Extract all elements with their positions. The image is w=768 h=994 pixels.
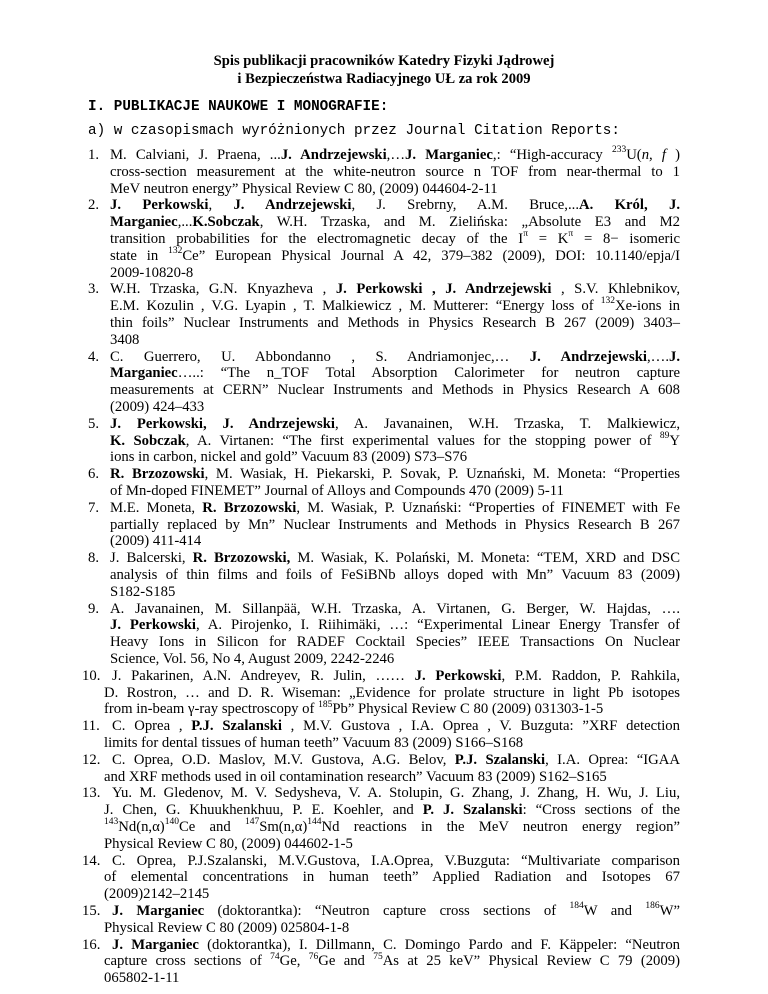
entry-line: of Mn-doped FINEMET” Journal of Alloys and Compounds 470 (2009) 5-11 [110, 482, 564, 499]
entry-number: 15. [82, 903, 101, 919]
entry-number: 2. [88, 197, 100, 214]
entry-line: W.H. Trzaska, G.N. Knyazheva , J. Perkowski , J. Andrzejewski , S.V. Khlebnikov, [110, 281, 681, 298]
publication-entry [88, 281, 680, 348]
entry-line: S182-S185 [110, 583, 176, 600]
entry-number: 16. [82, 936, 101, 953]
entry-number: 11. [82, 718, 100, 735]
entry-line: J. Pakarinen, A.N. Andreyev, R. Julin, …… J. Perkowski, P.M. Raddon, P. Rahkila, [112, 667, 681, 684]
entry-line: transition probabilities for the electromagnetic decay of the $I^\pi = K^\pi = 8-$ isomeric [110, 229, 680, 247]
entry-line: and XRF methods used in oil contamination research” Vacuum 83 (2009) S162–S165 [104, 768, 607, 785]
entry-number: 10. [82, 667, 101, 684]
entry-number: 13. [82, 785, 101, 802]
entry-line: C. Oprea , P.J. Szalanski , M.V. Gustova , I.A. Oprea , V. Buzguta: ”XRF detection [112, 718, 680, 735]
entry-line: MeV neutron energy” Physical Review C 80, (2009) 044604-2-11 [110, 180, 498, 197]
publication-entry [88, 197, 680, 281]
entry-line: state in $^{132}$Ce” European Physical Journal A 42, 379–382 (2009), DOI: 10.1140/epja/I [110, 245, 680, 264]
entry-line: thin foils” Nuclear Instruments and Methods in Physics Research B 267 (2009) 3403– [110, 314, 680, 331]
entry-line: K. Sobczak, A. Virtanen: “The first experimental values for the stopping power of $^{89}$Y [110, 430, 681, 449]
entry-line: A. Javanainen, M. Sillanpää, W.H. Trzaska, A. Virtanen, G. Berger, W. Hajdas, …. [110, 600, 680, 617]
publication-entry [88, 147, 680, 197]
entry-number: 14. [82, 852, 101, 869]
publication-entry [88, 550, 680, 600]
entry-line: J. Balcerski, R. Brzozowski, M. Wasiak, K. Polański, M. Moneta: “TEM, XRD and DSC [110, 550, 680, 567]
entry-line: Physical Review C 80 (2009) 025804-1-8 [104, 919, 350, 936]
entry-line: 065802-1-11 [104, 970, 180, 987]
entry-line: Physical Review C 80, (2009) 044602-1-5 [104, 835, 353, 852]
entry-number: 1. [88, 147, 100, 163]
entry-line: C. Oprea, O.D. Maslov, M.V. Gustova, A.G. Belov, P.J. Szalanski, I.A. Oprea: “IGAA [112, 751, 680, 768]
entry-number: 8. [88, 550, 100, 567]
entry-line: of elemental concentrations in human teeth” Applied Radiation and Isotopes 67 [104, 869, 680, 886]
publication-entry [88, 601, 680, 668]
entry-line: C. Guerrero, U. Abbondanno , S. Andriamonjec,… J. Andrzejewski,….J. [110, 348, 680, 365]
publication-entry [82, 937, 680, 987]
entry-line: partially replaced by Mn” Nuclear Instruments and Methods in Physics Research B 267 [110, 516, 680, 533]
entry-line: Marganiec…..: “The n_TOF Total Absorption Calorimeter for neutron capture [110, 365, 680, 382]
entry-line: 2009-10820-8 [110, 264, 194, 281]
entry-number: 4. [88, 348, 100, 365]
entry-line: measurements at CERN” Nuclear Instruments and Methods in Physics Research A 608 [110, 382, 680, 399]
entry-line: 3408 [110, 331, 140, 348]
entry-line: R. Brzozowski, M. Wasiak, H. Piekarski, P. Sovak, P. Uznański, M. Moneta: “Properties [110, 466, 680, 483]
entry-line: Heavy Ions in Silicon for RADEF Cocktail Species” IEEE Transactions On Nuclear [110, 634, 680, 651]
entry-line: (2009) 424–433 [110, 398, 205, 415]
entry-line: analysis of thin films and foils of FeSiBNb alloys doped with Mn” Vacuum 83 (2009) [110, 566, 680, 583]
publication-entry [82, 903, 680, 937]
entry-number: 5. [88, 415, 100, 432]
entry-line: J. Perkowski, J. Andrzejewski, A. Javanainen, W.H. Trzaska, T. Malkiewicz, [110, 415, 681, 432]
entry-line: Yu. M. Gledenov, M. V. Sedysheva, V. A. Stolupin, G. Zhang, J. Zhang, H. Wu, J. Liu, [112, 785, 680, 802]
entry-line: E.M. Kozulin , V.G. Lyapin , T. Malkiewicz , M. Mutterer: “Energy loss of $^{132}$Xe-ions in [110, 296, 680, 315]
entry-line: $^{143}Nd(n,\alpha)^{140}Ce$ and $^{147}Sm(n,\alpha)^{144}Nd$ reactions in the MeV neutron energy region” [104, 817, 680, 835]
entry-line: from in-beam γ-ray spectroscopy of $^{185}$Pb” Physical Review C 80 (2009) 031303-1-5 [104, 699, 604, 718]
publication-entry [88, 349, 680, 416]
publication-entry [82, 785, 680, 852]
entry-line: Science, Vol. 56, No 4, August 2009, 2242-2246 [110, 650, 395, 667]
entry-number: 6. [88, 466, 100, 483]
entry-number: 7. [88, 499, 100, 516]
entry-line: J. Marganiec (doktorantka): “Neutron capture cross sections of $^{184}$W and $^{186}$W” [112, 901, 681, 919]
publication-entry [88, 500, 680, 550]
entry-line: cross-section measurement at the white-neutron source n TOF from near-thermal to 1 [110, 163, 680, 180]
entry-line: ions in carbon, nickel and gold” Vacuum 83 (2009) S73–S76 [110, 449, 468, 466]
entry-line: (2009) 411-414 [110, 533, 202, 550]
entry-line: M.E. Moneta, R. Brzozowski, M. Wasiak, P. Uznański: “Properties of FINEMET with Fe [110, 499, 680, 516]
entry-line: J. Chen, G. Khuukhenkhuu, P. E. Koehler, and P. J. Szalanski: “Cross sections of the [104, 802, 680, 819]
entry-line: D. Rostron, … and D. R. Wiseman: „Evidence for prolate structure in light Pb isotopes [104, 684, 680, 701]
entry-line: capture cross sections of $^{74}$Ge, $^{76}$Ge and $^{75}$As at 25 keV” Physical Review C 79 (2009) [104, 951, 680, 970]
publication-entry [88, 416, 680, 466]
publication-entry [82, 752, 680, 786]
entry-line: limits for dental tissues of human teeth” Vacuum 83 (2009) S166–S168 [104, 734, 524, 751]
publication-entry [82, 853, 680, 903]
entry-number: 9. [88, 600, 100, 617]
entry-line: J. Perkowski, J. Andrzejewski, J. Srebrny, A.M. Bruce,...A. Król, J. [110, 197, 680, 214]
entry-number: 3. [88, 281, 100, 298]
entry-line: J. Perkowski, A. Pirojenko, I. Riihimäki, …: “Experimental Linear Energy Transfer of [110, 617, 681, 634]
section-heading: I. PUBLIKACJE NAUKOWE I MONOGRAFIE: [88, 99, 389, 115]
entry-number: 12. [82, 751, 101, 768]
entry-line: C. Oprea, P.J.Szalanski, M.V.Gustova, I.A.Oprea, V.Buzguta: “Multivariate comparison [112, 852, 680, 869]
publication-entry [82, 668, 680, 718]
entry-line: M. Calviani, J. Praena, ...J. Andrzejewski,…J. Marganiec,: “High-accuracy $^{233}$U(n, f ) [110, 145, 680, 163]
entry-line: Marganiec,...K.Sobczak, W.H. Trzaska, and M. Zielińska: „Absolute E3 and M2 [110, 214, 680, 231]
publication-entry [88, 466, 680, 500]
entry-line: J. Marganiec (doktorantka), I. Dillmann, C. Domingo Pardo and F. Käppeler: “Neutron [112, 936, 681, 953]
page-title-line-2: i Bezpieczeństwa Radiacyjnego UŁ za rok 2009 [237, 71, 531, 87]
section-subheading: a) w czasopismach wyróżnionych przez Journal Citation Reports: [88, 123, 620, 139]
page-title-line-1: Spis publikacji pracowników Katedry Fizyki Jądrowej [213, 53, 555, 69]
publication-entry [82, 718, 680, 752]
entry-line: (2009)2142–2145 [104, 886, 210, 903]
